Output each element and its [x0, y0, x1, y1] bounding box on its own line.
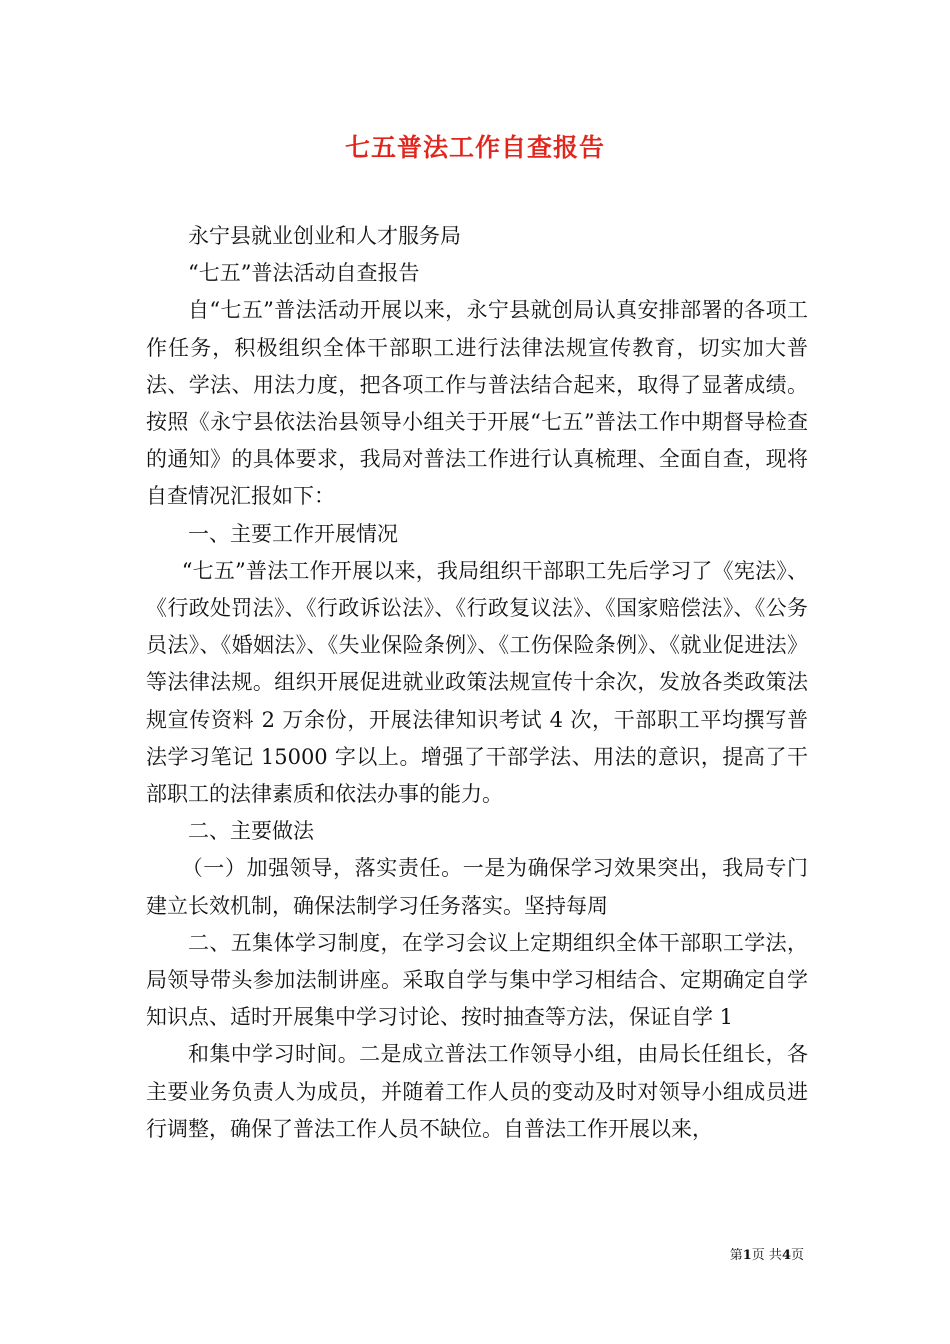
- paragraph-leading-group: 和集中学习时间。二是成立普法工作领导小组，由局长任组长，各主要业务负责人为成员，并随着工作人员的变动及时对领导小组成员进行调整，确保了普法工作人员不缺位。自普法工作开展以来，: [146, 1042, 808, 1141]
- document-body: [146, 218, 808, 1148]
- paragraph-study-system: 二、五集体学习制度，在学习会议上定期组织全体干部职工学法，局领导带头参加法制讲座。采取自学与集中学习相结合、定期确定自学知识点、适时开展集中学习讨论、按时抽查等方法，保证自学 1: [146, 930, 808, 1030]
- page-number-footer: [730, 1248, 804, 1264]
- section-heading-2: 二、主要做法: [188, 819, 314, 844]
- page-middle: 页 共: [751, 1248, 782, 1263]
- section-heading-1: 一、主要工作开展情况: [188, 521, 398, 546]
- page-prefix: 第: [729, 1248, 743, 1263]
- paragraph-leadership: （一）加强领导，落实责任。一是为确保学习效果突出，我局专门建立长效机制，确保法制学习任务落实。坚持每周: [146, 856, 808, 918]
- current-page-number: 1: [742, 1248, 752, 1263]
- paragraph-organization: 永宁县就业创业和人才服务局: [188, 224, 461, 248]
- total-pages-number: 4: [781, 1248, 791, 1263]
- paragraph-introduction: 自“七五”普法活动开展以来，永宁县就创局认真安排部署的各项工作任务，积极组织全体干部职工进行法律法规宣传教育，切实加大普法、学法、用法力度，把各项工作与普法结合起来，取得了显著成绩。按照《永宁县依法治县领导小组关于开展“七五”普法工作中期督导检查的通知》的具体要求，我局对普法工作进行认真梳理、全面自查，现将自查情况汇报如下：: [146, 298, 808, 509]
- page-suffix: 页: [790, 1248, 804, 1263]
- document-title: 七五普法工作自查报告: [344, 133, 605, 162]
- paragraph-work-situation: “七五”普法工作开展以来，我局组织干部职工先后学习了《宪法》、《行政处罚法》、《行政诉讼法》、《行政复议法》、《国家赔偿法》、《公务员法》、《婚姻法》、《失业保险条例》、《工伤保险条例》、《就业促进法》等法律法规。组织开展促进就业政策法规宣传十余次，发放各类政策法规宣传资料 2 万余份，开展法律知识考试 4 次，干部职工平均撰写普法学习笔记 15000 字以上。增强了干部学法、用法的意识，提高了干部职工的法律素质和依法办事的能力。: [146, 558, 808, 807]
- paragraph-report-name: “七五”普法活动自查报告: [188, 261, 420, 286]
